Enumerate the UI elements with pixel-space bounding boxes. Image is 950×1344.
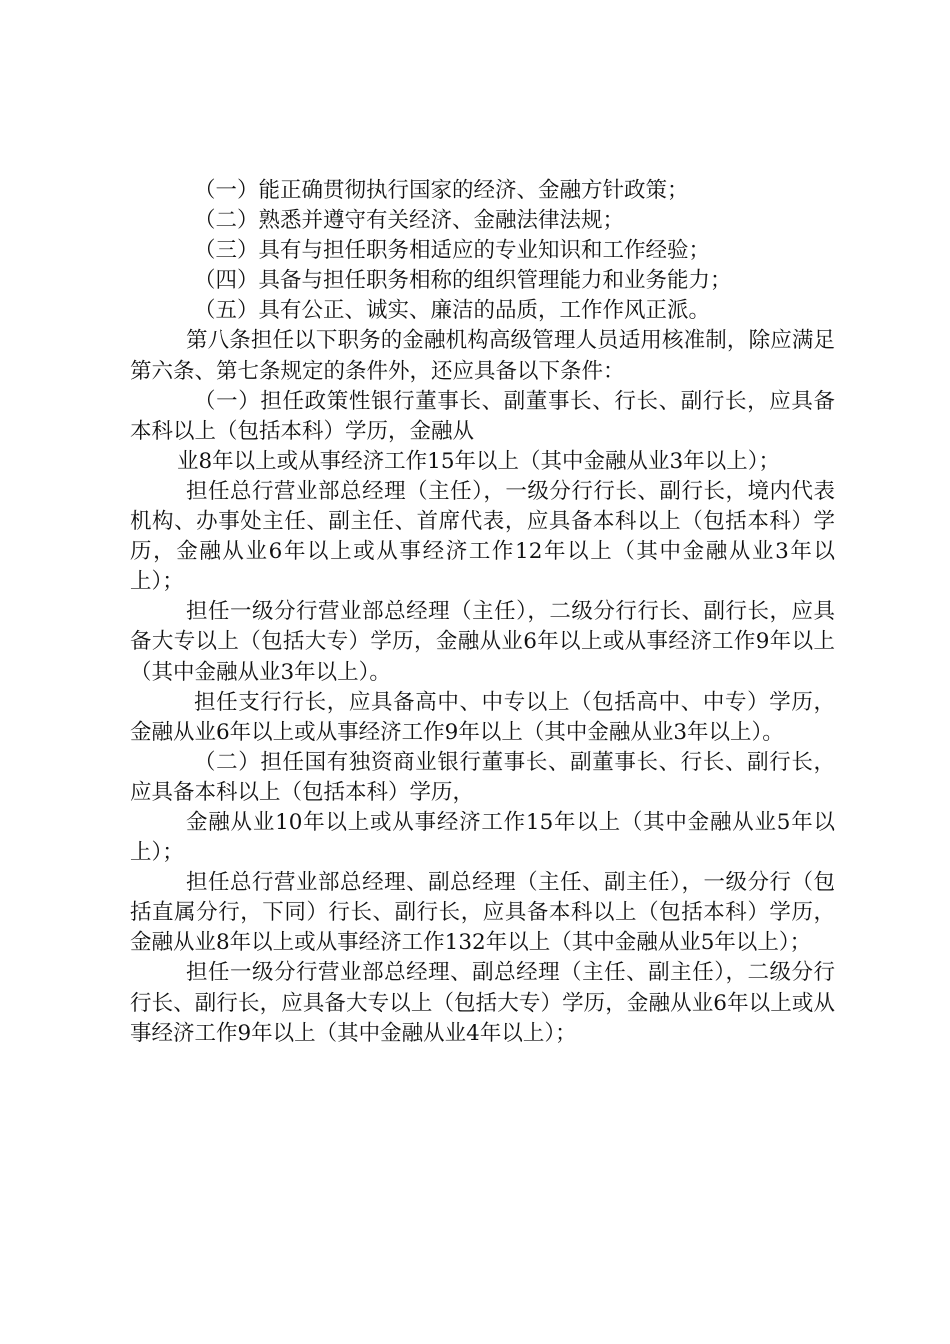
document-body (130, 176, 835, 1049)
paragraph: （二）熟悉并遵守有关经济、金融法律法规； (194, 208, 625, 234)
paragraph: （三）具有与担任职务相适应的专业知识和工作经验； (194, 238, 711, 264)
paragraph: （四）具备与担任职务相称的组织管理能力和业务能力； (194, 268, 732, 294)
paragraph: 担任总行营业部总经理、副总经理（主任、副主任），一级分行（包括直属分行，下同）行长、副行长，应具备本科以上（包括本科）学历，金融从业8年以上或从事经济工作132年以上（其中金融从业5年以上）； (130, 870, 835, 956)
paragraph: （一）能正确贯彻执行国家的经济、金融方针政策； (194, 178, 689, 203)
paragraph: 担任支行行长，应具备高中、中专以上（包括高中、中专）学历，金融从业6年以上或从事经济工作9年以上（其中金融从业3年以上）。 (130, 689, 835, 745)
paragraph: （五）具有公正、诚实、廉洁的品质，工作作风正派。 (194, 298, 711, 324)
paragraph: （二）担任国有独资商业银行董事长、副董事长、行长、副行长，应具备本科以上（包括本科）学历， (130, 749, 835, 805)
paragraph: 金融从业10年以上或从事经济工作15年以上（其中金融从业5年以上）； (130, 809, 835, 866)
paragraph: 业8年以上或从事经济工作15年以上（其中金融从业3年以上）； (177, 448, 780, 474)
paragraph: 担任一级分行营业部总经理（主任），二级分行行长、副行长，应具备大专以上（包括大专）学历，金融从业6年以上或从事经济工作9年以上（其中金融从业3年以上）。 (130, 599, 835, 685)
paragraph: 担任一级分行营业部总经理、副总经理（主任、副主任），二级分行行长、副行长，应具备大专以上（包括大专）学历，金融从业6年以上或从事经济工作9年以上（其中金融从业4年以上）； (130, 960, 835, 1046)
paragraph: 担任总行营业部总经理（主任），一级分行行长、副行长，境内代表机构、办事处主任、副主任、首席代表，应具备本科以上（包括本科）学历，金融从业6年以上或从事经济工作12年以上（其中金融从业3年以上）； (130, 478, 835, 595)
paragraph: 第八条担任以下职务的金融机构高级管理人员适用核准制，除应满足第六条、第七条规定的条件外，还应具备以下条件： (130, 328, 835, 384)
paragraph: （一）担任政策性银行董事长、副董事长、行长、副行长，应具备本科以上（包括本科）学历，金融从 (130, 388, 835, 444)
